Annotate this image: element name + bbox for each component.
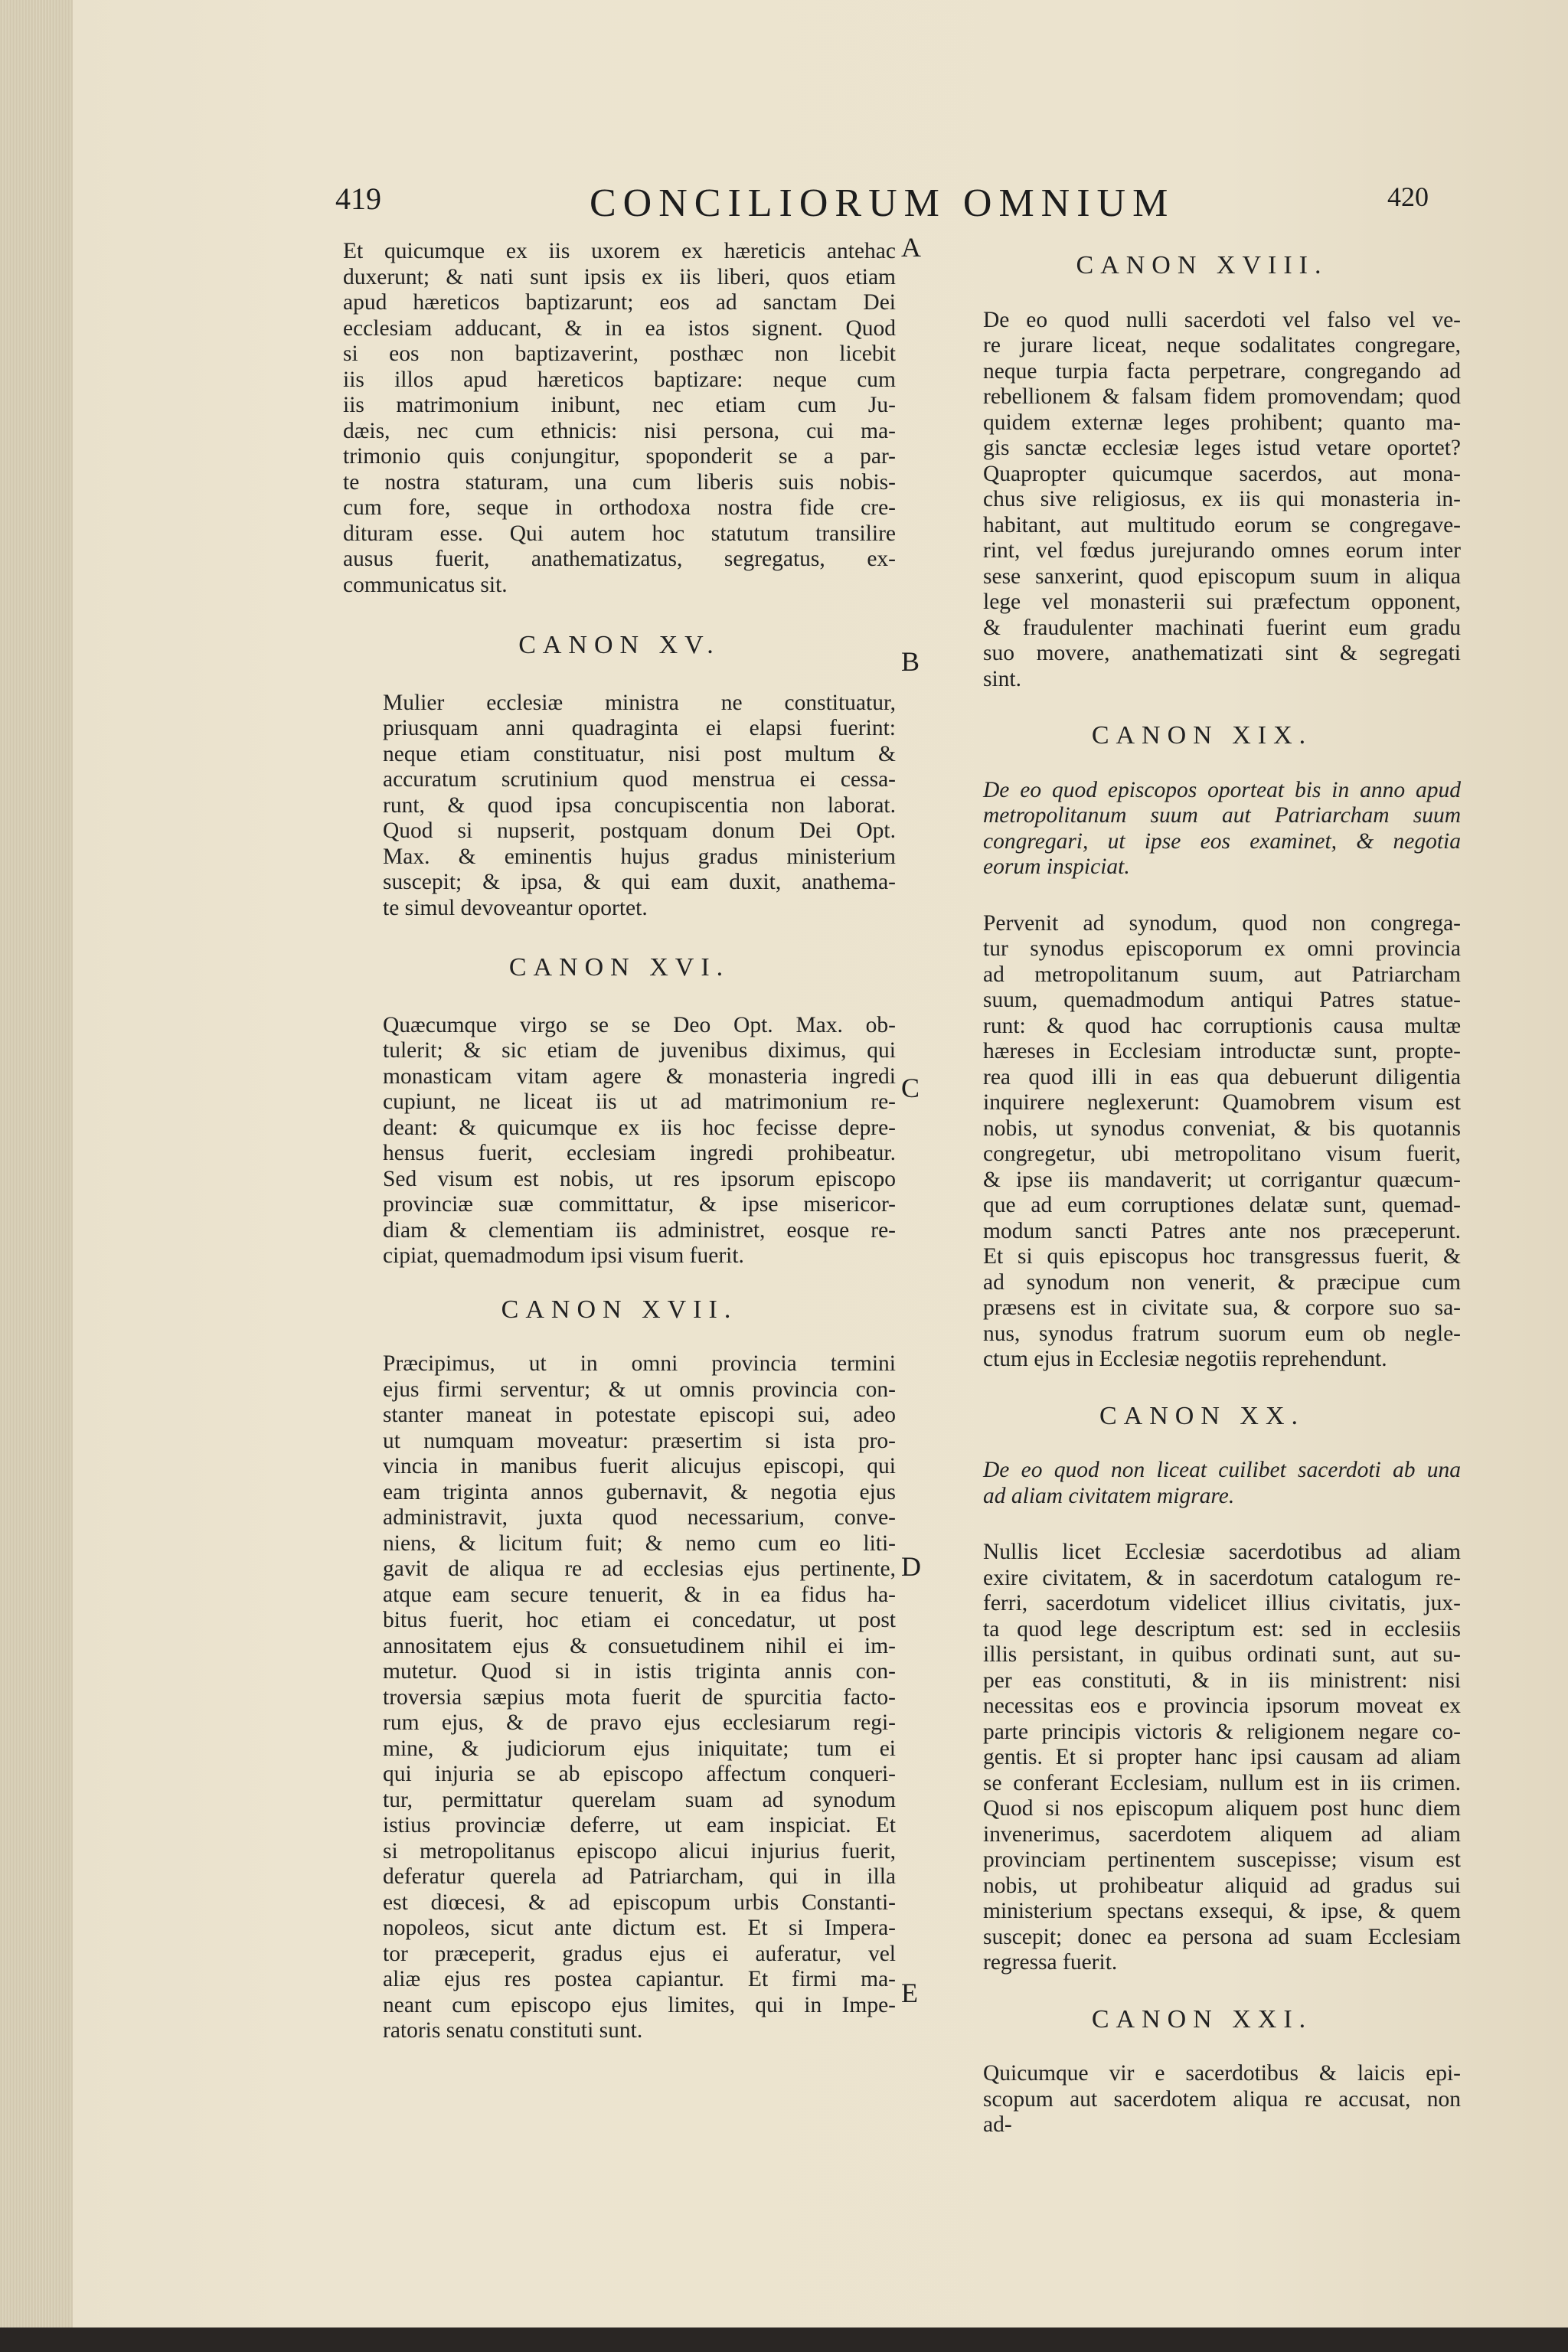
text-line: ausus fuerit, anathematizatus, segregatus, ex-	[343, 547, 896, 571]
text-line: ad-	[983, 2112, 1012, 2137]
text-line: nobis, ut prohibeatur aliquid ad gradus sui	[983, 1873, 1461, 1898]
text-line: hæreses in Ecclesiam introductæ sunt, propte-	[983, 1039, 1461, 1063]
text-line: provinciam pertinentem suscepisse; visum est	[983, 1847, 1461, 1872]
text-line: tulerit; & sic etiam de juvenibus diximus, qui	[383, 1038, 896, 1063]
canon-heading: CANON XXI.	[1091, 2004, 1313, 2034]
margin-letter-b: B	[901, 646, 920, 677]
canon-text	[943, 911, 1461, 1373]
text-line: runt: & quod hac corruptionis causa multæ	[983, 1013, 1461, 1038]
text-line: trimonio quis conjungitur, spoponderit se a par-	[343, 444, 896, 469]
text-line: communicatus sit.	[343, 572, 508, 597]
text-line: si metropolitanus episcopo alicui injurius fuerit,	[383, 1838, 896, 1864]
text-line: ut numquam moveatur: præsertim si ista pro-	[383, 1428, 896, 1453]
text-line: congregari, ut ipse eos examinet, & negotia	[983, 828, 1461, 854]
text-line: gavit de aliqua re ad ecclesias ejus pertinente,	[383, 1557, 896, 1581]
text-line: rum ejus, & de pravo ejus ecclesiarum regi-	[383, 1710, 896, 1735]
text-line: & ipse iis mandaverit; ut corrigantur quæcum-	[983, 1167, 1461, 1192]
canon-heading: CANON XVIII.	[1076, 251, 1328, 279]
text-line: præsens est in civitate sua, & corpore suo sa-	[983, 1295, 1461, 1320]
canon-heading: CANON XVII.	[501, 1295, 738, 1324]
text-line: si eos non baptizaverint, posthæc non licebit	[343, 341, 896, 366]
page-number-left: 419	[335, 181, 381, 216]
text-line: ecclesiam adducant, & in ea istos signent. Quod	[343, 315, 896, 341]
text-line: sese sanxerint, quod episcopum suum in aliqua	[983, 564, 1461, 589]
text-line: suo movere, anathematizati sint & segregati	[983, 641, 1461, 665]
text-line: ad aliam civitatem migrare.	[983, 1483, 1235, 1508]
text-line: apud hæreticos baptizarunt; eos ad sanctam Dei	[343, 290, 896, 315]
canon-text	[943, 308, 1461, 693]
text-line: hensus fuerit, ecclesiam ingredi prohibeatur.	[383, 1141, 896, 1165]
text-line: gis sanctæ ecclesiæ leges istud vetare oportet?	[983, 436, 1461, 460]
text-line: eorum inspiciat.	[983, 854, 1130, 879]
text-line: dæis, nec cum ethnicis: nisi persona, cui ma-	[343, 418, 896, 443]
text-line: te simul devoveantur oportet.	[383, 895, 648, 920]
text-line: annositatem ejus & consuetudinem nihil ei im-	[383, 1633, 896, 1658]
text-line: runt, & quod ipsa concupiscentia non laborat.	[383, 792, 896, 818]
text-line: iis matrimonium inibunt, nec etiam cum Ju-	[343, 393, 896, 417]
text-line: diam & clementiam iis administret, eosque re-	[383, 1217, 896, 1243]
text-line: sint.	[983, 666, 1021, 691]
text-line: Quæcumque virgo se se Deo Opt. Max. ob-	[383, 1012, 896, 1037]
text-line: ad metropolitanum suum, aut Patriarcham	[983, 962, 1461, 987]
text-line: habitant, aut multitudo eorum se congregave-	[983, 512, 1461, 537]
text-line: ferri, sacerdotum videlicet illius civitatis, jux-	[983, 1591, 1461, 1615]
text-line: Quapropter quicumque sacerdos, aut mona-	[983, 461, 1461, 486]
text-line: necessitas eos e provincia ipsorum moveat ex	[983, 1694, 1461, 1718]
text-line: tur synodus episcoporum ex omni provincia	[983, 936, 1461, 961]
text-line: niens, & licitum fuit; & nemo cum eo liti-	[383, 1530, 896, 1556]
text-line: Pervenit ad synodum, quod non congrega-	[983, 910, 1461, 936]
text-line: istius provinciæ deferre, ut eam inspiciat. Et	[383, 1813, 896, 1838]
margin-letter-a: A	[901, 232, 921, 263]
page-number-right: 420	[1387, 181, 1429, 212]
text-line: que ad eum corruptiones delatæ sunt, quemad-	[983, 1193, 1461, 1217]
text-line: invenerimus, sacerdotem aliquem ad aliam	[983, 1821, 1461, 1847]
text-line: scopum aut sacerdotem aliqua re accusat, non	[983, 2086, 1461, 2112]
text-line: priusquam anni quadraginta ei elapsi fuerint:	[383, 716, 896, 740]
text-line: te nostra staturam, una cum liberis suis nobis-	[343, 469, 896, 495]
text-line: nobis, ut synodus conveniat, & bis quotannis	[983, 1116, 1461, 1141]
text-line: neque etiam constituatur, nisi post multum &	[383, 741, 896, 766]
text-line: Præcipimus, ut in omni provincia termini	[383, 1351, 896, 1376]
text-line: qui injuria se ab episcopo affectum conqueri-	[383, 1762, 896, 1786]
page-stack-edge	[0, 0, 73, 2352]
canon-text	[343, 691, 896, 922]
text-line: rint, vel fœdus jurejurando omnes eorum inter	[983, 538, 1461, 563]
text-line: ejus firmi serventur; & ut omnis provincia con-	[383, 1377, 896, 1402]
text-line: re jurare liceat, neque sodalitates congregare,	[983, 333, 1461, 358]
text-line: Mulier ecclesiæ ministra ne constituatur,	[383, 690, 896, 715]
text-line: nus, synodus fratrum suorum eum ob negle-	[983, 1321, 1461, 1346]
text-line: tur, permittatur querelam suam ad synodum	[383, 1787, 896, 1812]
canon-heading: CANON XV.	[518, 631, 720, 659]
text-line: neque turpia facta perpetrare, congregando ad	[983, 358, 1461, 384]
text-line: De eo quod episcopos oporteat bis in anno apud	[983, 777, 1461, 802]
text-line: ctum ejus in Ecclesiæ negotiis reprehendunt.	[983, 1347, 1387, 1371]
margin-letter-c: C	[901, 1073, 920, 1103]
text-line: bitus fuerit, hoc etiam ei concedatur, ut post	[383, 1608, 896, 1632]
text-line: lege vel monasterii sui præfectum opponent,	[983, 590, 1461, 614]
canon-text	[943, 2061, 1461, 2138]
text-line: Et quicumque ex iis uxorem ex hæreticis antehac	[343, 239, 896, 263]
text-line: congregetur, ubi metropolitano visum fuerit,	[983, 1142, 1461, 1166]
canon-text	[943, 1540, 1461, 1976]
text-line: chus sive religiosus, ex iis qui monasteria in-	[983, 487, 1461, 511]
text-line: Quod si nupserit, postquam donum Dei Opt.	[383, 818, 896, 843]
canon-heading: CANON XIX.	[1091, 721, 1313, 750]
text-line: neant cum episcopo ejus limites, qui in Impe-	[383, 1992, 896, 2017]
text-line: mine, & judiciorum ejus iniquitate; tum ei	[383, 1736, 896, 1761]
text-line: per eas constituti, & in iis ministrent: nisi	[983, 1668, 1461, 1693]
text-line: monasticam vitam agere & monasteria ingredi	[383, 1063, 896, 1089]
text-line: ta quod lege descriptum est: sed in ecclesiis	[983, 1616, 1461, 1642]
canon-title	[943, 778, 1461, 880]
text-line: administravit, juxta quod necessarium, conve-	[383, 1505, 896, 1530]
text-line: nopoleos, sicut ante dictum est. Et si Impera-	[383, 1916, 896, 1940]
text-line: illis persistant, in quibus ordinati sunt, aut su-	[983, 1642, 1461, 1667]
text-line: Nullis licet Ecclesiæ sacerdotibus ad aliam	[983, 1540, 1461, 1564]
left-column	[343, 239, 896, 2044]
text-line: suum, quemadmodum antiqui Patres statue-	[983, 988, 1461, 1012]
text-line: tor præceperit, gradus ejus ei auferatur, vel	[383, 1941, 896, 1966]
text-line: duxerunt; & nati sunt ipsis ex iis liberi, quos etiam	[343, 264, 896, 289]
text-line: suscepit; donec ea persona ad suam Ecclesiam	[983, 1924, 1461, 1949]
canon-text	[343, 1351, 896, 2044]
text-line: stanter maneat in potestate episcopi sui, adeo	[383, 1403, 896, 1427]
text-line: cipiat, quemadmodum ipsi visum fuerit.	[383, 1243, 744, 1268]
text-line: rea quod illi in eas qua debuerunt diligentia	[983, 1064, 1461, 1089]
page-bottom-shadow	[0, 2328, 1568, 2352]
text-line: mutetur. Quod si in istis triginta annis con-	[383, 1659, 896, 1684]
text-line: Quicumque vir e sacerdotibus & laicis epi-	[983, 2061, 1461, 2086]
text-line: Max. & eminentis hujus gradus ministerium	[383, 844, 896, 869]
text-line: atque eam secure tenuerit, & in ea fidus ha-	[383, 1582, 896, 1607]
margin-letter-d: D	[901, 1551, 921, 1582]
margin-letter-e: E	[901, 1978, 918, 2008]
text-line: rebellionem & falsam fidem promovendam; quod	[983, 384, 1461, 409]
canon-heading: CANON XVI.	[508, 953, 730, 982]
text-line: suscepit; & ipsa, & qui eam duxit, anathema-	[383, 870, 896, 894]
running-title: CONCILIORUM OMNIUM	[590, 181, 1175, 225]
paragraph-continued	[343, 239, 896, 598]
text-line: De eo quod non liceat cuilibet sacerdoti ab una	[983, 1458, 1461, 1482]
text-line: deant: & quicumque ex iis hoc fecisse depre-	[383, 1115, 896, 1140]
text-line: cum fore, seque in orthodoxa nostra fide cre-	[343, 495, 896, 520]
text-line: Sed visum est nobis, ut res ipsorum episcopo	[383, 1166, 896, 1191]
text-line: provinciæ suæ committatur, & ipse misericor-	[383, 1192, 896, 1217]
text-line: modum sancti Patres ante nos præceperunt.	[983, 1218, 1461, 1243]
text-line: iis illos apud hæreticos baptizare: neque cum	[343, 367, 896, 392]
text-line: troversia sæpius mota fuerit de spurcitia facto-	[383, 1684, 896, 1710]
canon-heading: CANON XX.	[1099, 1401, 1305, 1430]
text-line: ad synodum non venerit, & præcipue cum	[983, 1269, 1461, 1295]
text-line: Quod si nos episcopum aliquem post hunc diem	[983, 1796, 1461, 1821]
text-line: aliæ ejus res postea capiantur. Et firmi ma-	[383, 1967, 896, 1991]
text-line: vincia in manibus fuerit alicujus episcopi, qui	[383, 1454, 896, 1478]
text-line: quidem externæ leges prohibent; quanto ma-	[983, 410, 1461, 435]
text-line: cupiunt, ne liceat iis ut ad matrimonium re-	[383, 1089, 896, 1114]
text-line: eam triginta annos gubernavit, & negotia ejus	[383, 1479, 896, 1504]
text-line: gentis. Et si propter hanc ipsi causam ad aliam	[983, 1745, 1461, 1769]
text-line: ratoris senatu constituti sunt.	[383, 2018, 643, 2043]
text-line: parte principis victoris & religionem negare co-	[983, 1719, 1461, 1744]
text-line: accuratum scrutinium quod menstrua ei cessa-	[383, 767, 896, 792]
text-line: se conferant Ecclesiam, nullum est in iis crimen.	[983, 1770, 1461, 1795]
text-line: metropolitanum suum aut Patriarcham suum	[983, 803, 1461, 828]
text-line: regressa fuerit.	[983, 1950, 1118, 1975]
text-line: ministerium spectans exsequi, & ipse, & quem	[983, 1899, 1461, 1923]
text-line: exire civitatem, & in sacerdotum catalogum re-	[983, 1565, 1461, 1590]
text-line: De eo quod nulli sacerdoti vel falso vel ve-	[983, 307, 1461, 332]
text-line: est diœcesi, & ad episcopum urbis Constanti-	[383, 1890, 896, 1915]
text-line: deferatur querela ad Patriarcham, qui in illa	[383, 1864, 896, 1889]
canon-text	[343, 1013, 896, 1269]
canon-title	[943, 1458, 1461, 1509]
right-column	[943, 239, 1461, 2138]
text-line: & fraudulenter machinati fuerint eum gradu	[983, 615, 1461, 640]
text-line: Et si quis episcopus hoc transgressus fuerit, &	[983, 1244, 1461, 1269]
text-line: inquirere neglexerunt: Quamobrem visum est	[983, 1090, 1461, 1115]
text-line: dituram esse. Qui autem hoc statutum transilire	[343, 521, 896, 546]
